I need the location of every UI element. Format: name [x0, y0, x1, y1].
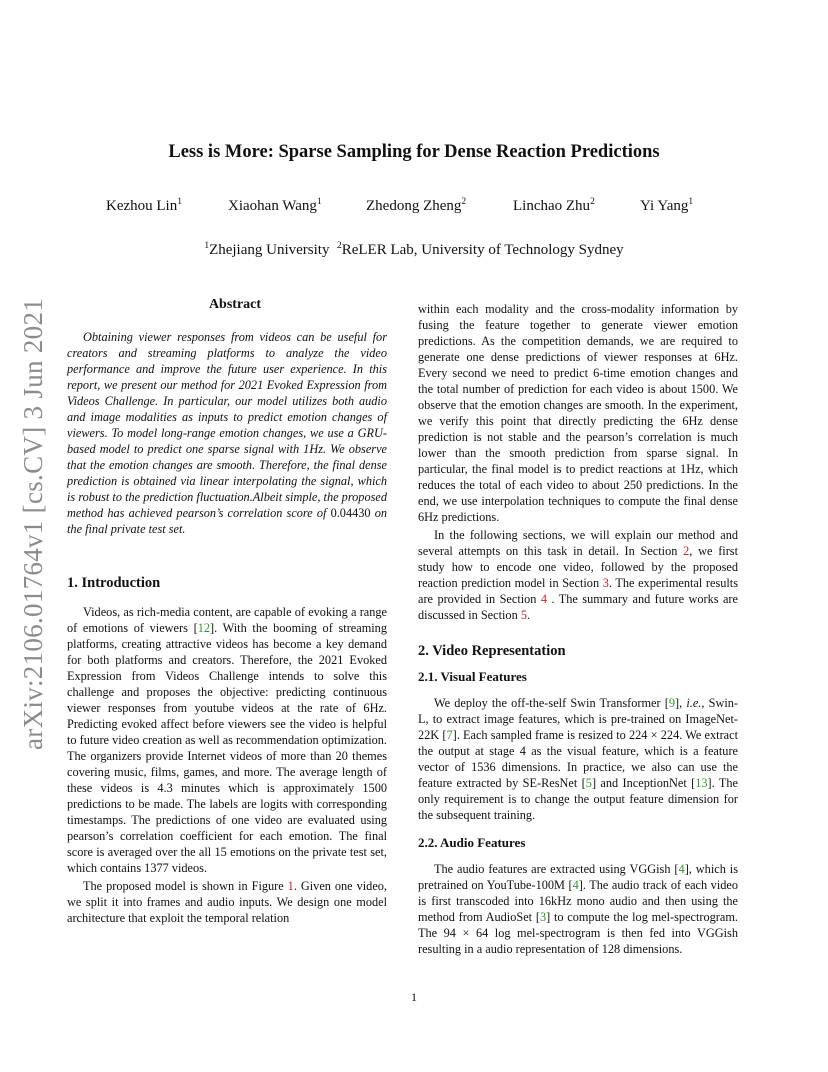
- section-link[interactable]: 2: [683, 544, 690, 558]
- affiliation-1: Zhejiang University: [209, 242, 330, 258]
- subsection-heading-audio-features: 2.2. Audio Features: [418, 835, 526, 850]
- audio-features-paragraph: The audio features are extracted using VGGish [4], which is pretrained on YouTube-100M [4]. The audio track of each video is first transcoded into 16kHz mono audio and then using the method from AudioSet [3] to compute the log mel-spectrogram. The 94 × 64 log mel-spectrogram is then fed into VGGish resulting in a audio representation of 128 dimensions.: [418, 862, 738, 956]
- section-heading-video-representation: 2. Video Representation: [418, 643, 566, 659]
- author-name: Yi Yang: [640, 198, 689, 214]
- intro-continuation: within each modality and the cross-modality information by fusing the feature together to generate viewer emotion predictions. As the competition demands, we are required to generate one dense predictions of viewer responses at 6Hz. Every second we need to predict 6-time emotion changes and the total number of prediction for each video is about 1500. We observe that the emotion changes are smooth. In the experiment, we verify this point that directly predicting the 6Hz dense prediction is not stable and the pearson’s correlation is much lower than the smooth prediction from sparse signal. In particular, the final model is to predict reactions at 1Hz, which reduces the total of each video to about 250 predictions. In the end, we use interpolation techniques to compute the final dense 6Hz predictions.: [418, 302, 738, 524]
- citation-link[interactable]: 9: [668, 696, 675, 710]
- author-3: [366, 197, 466, 215]
- author-affil-mark: 2: [461, 197, 467, 207]
- score-value: 0.04430: [330, 506, 371, 520]
- section-link[interactable]: 3: [602, 576, 609, 590]
- author-2: [228, 197, 322, 215]
- author-affil-mark: 1: [177, 197, 182, 207]
- page-number: 1: [411, 990, 417, 1004]
- author-affil-mark: 1: [316, 197, 322, 207]
- section-link[interactable]: 4: [540, 592, 548, 606]
- author-name: Linchao Zhu: [513, 198, 591, 214]
- section-heading-introduction: 1. Introduction: [67, 575, 161, 591]
- affil-mark: 1: [204, 241, 210, 251]
- figure-link[interactable]: 1: [287, 879, 294, 893]
- citation-link[interactable]: 12: [197, 621, 210, 635]
- affiliation-2: ReLER Lab, University of Technology Sydney: [341, 242, 624, 258]
- citation-link[interactable]: 3: [539, 910, 547, 924]
- author-name: Kezhou Lin: [106, 198, 178, 214]
- citation-link[interactable]: 7: [446, 728, 453, 742]
- paper-title: Less is More: Sparse Sampling for Dense Reaction Predictions: [168, 142, 660, 162]
- author-5: [640, 197, 693, 215]
- abstract-text: Obtaining viewer responses from videos can be useful for creators and streaming platforms to analyze the video performance and improve the future user experience. In this report, we present our method for 2021 Evoked Expression from Videos Challenge. In particular, our model utilizes both audio and image modalities as inputs to predict emotion changes of viewers. To model long-range emotion changes, we use a GRU-based model to predict one sparse signal with 1Hz. We observe that the emotion changes are smooth. Therefore, the final dense prediction is obtained via linear interpolating the signal, which is robust to the prediction fluctuation.Albeit simple, the proposed method has achieved pearson’s correlation score of 0.04430 on the final private test set.: [67, 330, 387, 536]
- author-affil-mark: 1: [688, 197, 694, 207]
- citation-link[interactable]: 4: [572, 878, 579, 892]
- intro-paragraph-3: In the following sections, we will explain our method and several attempts on this task in detail. In Section 2, we first study how to encode one video, followed by the proposed reaction prediction model in Section 3. The experimental results are provided in Section 4 . The summary and future works are discussed in Section 5.: [418, 528, 739, 622]
- left-column: [67, 297, 387, 926]
- citation-link[interactable]: 4: [678, 862, 685, 876]
- intro-paragraph-1: Videos, as rich-media content, are capable of evoking a range of emotions of viewers [12]. With the booming of streaming platforms, creating attractive videos has become a key demand for both platforms and creators. Therefore, the 2021 Evoked Expression from Videos Challenge intends to solve this challenge and proposes the objective: predicting continuous viewer responses from youtube videos at the rate of 6Hz. Predicting evoked affect before viewers see the video is helpful to future video creation as well as recommendation optimization. The organizers provide Internet videos of more than 20 themes covering music, films, games, and more. The average length of these videos is 4.3 minutes which is approximately 1500 predictions to be made. The labels are logits with corresponding timestamps. The predictions of one video are evaluated using pearson’s correlation coefficient for each emotion. The final score is averaged over the all 15 emotions on the private test set, which contains 1377 videos.: [67, 605, 387, 875]
- author-name: Xiaohan Wang: [228, 198, 317, 214]
- author-4: [513, 197, 595, 215]
- author-1: [106, 197, 182, 215]
- affiliations: [0, 241, 828, 259]
- affil-mark: 2: [336, 241, 342, 251]
- citation-link[interactable]: 13: [695, 776, 708, 790]
- right-column: [418, 301, 738, 957]
- author-name: Zhedong Zheng: [366, 198, 462, 214]
- section-link[interactable]: 5: [520, 608, 527, 622]
- citation-link[interactable]: 5: [585, 776, 592, 790]
- author-affil-mark: 2: [590, 197, 595, 207]
- arxiv-identifier: arXiv:2106.01764v1 [cs.CV] 3 Jun 2021: [18, 297, 48, 750]
- intro-paragraph-2: The proposed model is shown in Figure 1. Given one video, we split it into frames and audio inputs. We design one model architecture that exploit the temporal relation: [67, 879, 387, 925]
- abstract-heading: Abstract: [208, 297, 262, 312]
- visual-features-paragraph: We deploy the off-the-self Swin Transformer [9], i.e., Swin-L, to extract image features, which is pre-trained on ImageNet-22K [7]. Each sampled frame is resized to 224 × 224. We extract the output at stage 4 as the visual feature, which is a feature vector of 1536 dimensions. In practice, we also can use the feature extracted by SE-ResNet [5] and InceptionNet [13]. The only requirement is to change the output feature dimension for the subsequent training.: [418, 696, 738, 822]
- subsection-heading-visual-features: 2.1. Visual Features: [418, 669, 527, 684]
